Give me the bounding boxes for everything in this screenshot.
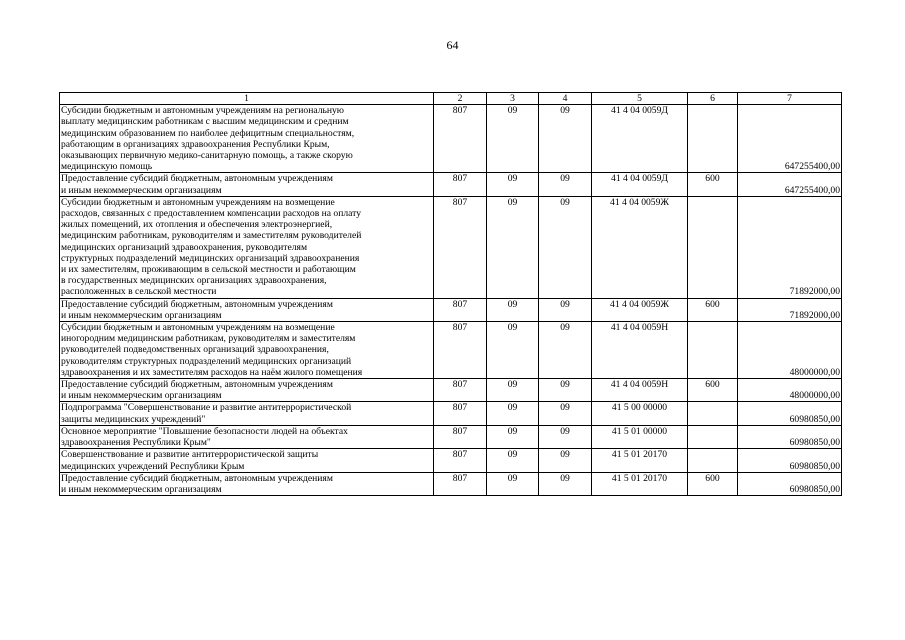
cell-amount: 48000000,00 [738,379,842,402]
header-cell: 7 [738,93,842,105]
name-line: расходов, связанных с предоставлением компенсации расходов на оплату [61,208,362,220]
name-line: в государственных медицинских организациях здравоохранения, [61,275,327,287]
name-line: руководителей подведомственных организаций здравоохранения, [61,344,329,356]
name-line: расположенных в сельской местности [61,286,217,298]
cell-amount: 60980850,00 [738,472,842,495]
cell-ministry-code: 807 [434,472,487,495]
name-line: и иным некоммерческим организациям [61,309,222,321]
name-line: Подпрограмма "Совершенствование и развитие антитеррористической [61,402,352,414]
header-row [60,93,842,105]
cell-subsection: 09 [539,379,592,402]
table-row [60,449,842,472]
name-line: медицинским работникам, руководителям и заместителям руководителей [61,230,362,242]
name-line: защиты медицинских учреждений" [61,413,206,425]
table-row [60,402,842,425]
header-cell: 3 [487,93,539,105]
cell-ministry-code: 807 [434,379,487,402]
cell-amount: 71892000,00 [738,196,842,298]
cell-target-article: 41 4 04 0059Д [592,173,688,196]
cell-subsection: 09 [539,322,592,379]
table-row [60,298,842,321]
name-line: Совершенствование и развитие антитеррористической защиты [61,449,319,461]
cell-name [60,472,434,495]
cell-name [60,425,434,448]
cell-section: 09 [487,196,539,298]
cell-name [60,196,434,298]
cell-section: 09 [487,105,539,173]
name-line: Предоставление субсидий бюджетным, автономным учреждениям [61,379,333,391]
cell-section: 09 [487,322,539,379]
cell-subsection: 09 [539,449,592,472]
cell-expense-type [688,105,738,173]
table-row [60,379,842,402]
cell-ministry-code: 807 [434,322,487,379]
cell-name [60,322,434,379]
cell-name [60,173,434,196]
header-cell: 2 [434,93,487,105]
cell-target-article: 41 4 04 0059Ж [592,196,688,298]
cell-target-article: 41 4 04 0059Ж [592,298,688,321]
table-row [60,472,842,495]
cell-target-article: 41 4 04 0059Н [592,379,688,402]
cell-section: 09 [487,173,539,196]
cell-expense-type [688,402,738,425]
name-line: здравоохранения и их заместителям расходов на наём жилого помещения [61,366,363,378]
name-line: медицинских учреждений Республики Крым [61,460,245,472]
name-line: медицинских организаций здравоохранения, руководителям [61,241,308,253]
name-line: и иным некоммерческим организациям [61,390,222,402]
name-line: Субсидии бюджетным и автономным учреждениям на региональную [61,105,344,117]
name-line: здравоохранения Республики Крым" [61,437,211,449]
cell-section: 09 [487,402,539,425]
cell-subsection: 09 [539,402,592,425]
cell-section: 09 [487,425,539,448]
table-row [60,173,842,196]
cell-subsection: 09 [539,472,592,495]
cell-target-article: 41 5 01 00000 [592,425,688,448]
cell-target-article: 41 4 04 0059Н [592,322,688,379]
cell-target-article: 41 4 04 0059Д [592,105,688,173]
page-number: 64 [446,38,459,52]
cell-amount: 48000000,00 [738,322,842,379]
cell-section: 09 [487,298,539,321]
cell-subsection: 09 [539,298,592,321]
cell-subsection: 09 [539,425,592,448]
budget-table [59,92,842,496]
name-line: медицинским образованием по наиболее дефицитным специальностям, [61,127,355,139]
name-line: жилых помещений, их отопления и обеспечения электроэнергией, [61,219,333,231]
name-line: иногородним медицинским работникам, руководителям и заместителям [61,333,356,345]
cell-ministry-code: 807 [434,425,487,448]
name-line: и иным некоммерческим организациям [61,184,222,196]
cell-section: 09 [487,379,539,402]
header-cell: 5 [592,93,688,105]
cell-amount: 60980850,00 [738,402,842,425]
table-row [60,322,842,379]
cell-name [60,449,434,472]
cell-ministry-code: 807 [434,105,487,173]
cell-target-article: 41 5 01 20170 [592,449,688,472]
cell-expense-type: 600 [688,298,738,321]
cell-section: 09 [487,472,539,495]
cell-subsection: 09 [539,105,592,173]
cell-target-article: 41 5 01 20170 [592,472,688,495]
cell-ministry-code: 807 [434,196,487,298]
name-line: Субсидии бюджетным и автономным учреждениям на возмещение [61,322,335,334]
cell-expense-type: 600 [688,379,738,402]
header-cell: 6 [688,93,738,105]
cell-ministry-code: 807 [434,402,487,425]
cell-ministry-code: 807 [434,298,487,321]
name-line: Субсидии бюджетным и автономным учреждениям на возмещение [61,196,335,208]
cell-amount: 60980850,00 [738,425,842,448]
cell-ministry-code: 807 [434,173,487,196]
cell-expense-type [688,425,738,448]
cell-name [60,105,434,173]
cell-amount: 71892000,00 [738,298,842,321]
name-line: Предоставление субсидий бюджетным, автономным учреждениям [61,472,333,484]
cell-target-article: 41 5 00 00000 [592,402,688,425]
name-line: и иным некоммерческим организациям [61,483,222,495]
table-row [60,425,842,448]
cell-name [60,298,434,321]
cell-name [60,379,434,402]
name-line: руководителям структурных подразделений медицинских организаций [61,355,352,367]
name-line: Предоставление субсидий бюджетным, автономным учреждениям [61,173,333,185]
name-line: Предоставление субсидий бюджетным, автономным учреждениям [61,298,333,310]
header-cell: 1 [60,93,434,105]
cell-expense-type [688,196,738,298]
name-line: работающим в организациях здравоохранения Республики Крым, [61,138,330,150]
name-line: Основное мероприятие "Повышение безопасности людей на объектах [61,425,348,437]
name-line: структурных подразделений медицинских организаций здравоохранения [61,252,360,264]
name-line: оказывающих первичную медико-санитарную помощь, а также скорую [61,150,353,162]
cell-expense-type: 600 [688,173,738,196]
cell-amount: 60980850,00 [738,449,842,472]
header-cell: 4 [539,93,592,105]
cell-ministry-code: 807 [434,449,487,472]
cell-expense-type [688,322,738,379]
name-line: медицинскую помощь [61,161,153,173]
cell-expense-type [688,449,738,472]
cell-section: 09 [487,449,539,472]
cell-name [60,402,434,425]
cell-amount: 647255400,00 [738,173,842,196]
name-line: выплату медицинским работникам с высшим медицинским и средним [61,116,349,128]
cell-subsection: 09 [539,173,592,196]
cell-subsection: 09 [539,196,592,298]
cell-amount: 647255400,00 [738,105,842,173]
name-line: и их заместителям, проживающим в сельской местности и работающим [61,264,356,276]
cell-expense-type: 600 [688,472,738,495]
table-body [60,93,842,496]
table-row [60,105,842,173]
table-row [60,196,842,298]
